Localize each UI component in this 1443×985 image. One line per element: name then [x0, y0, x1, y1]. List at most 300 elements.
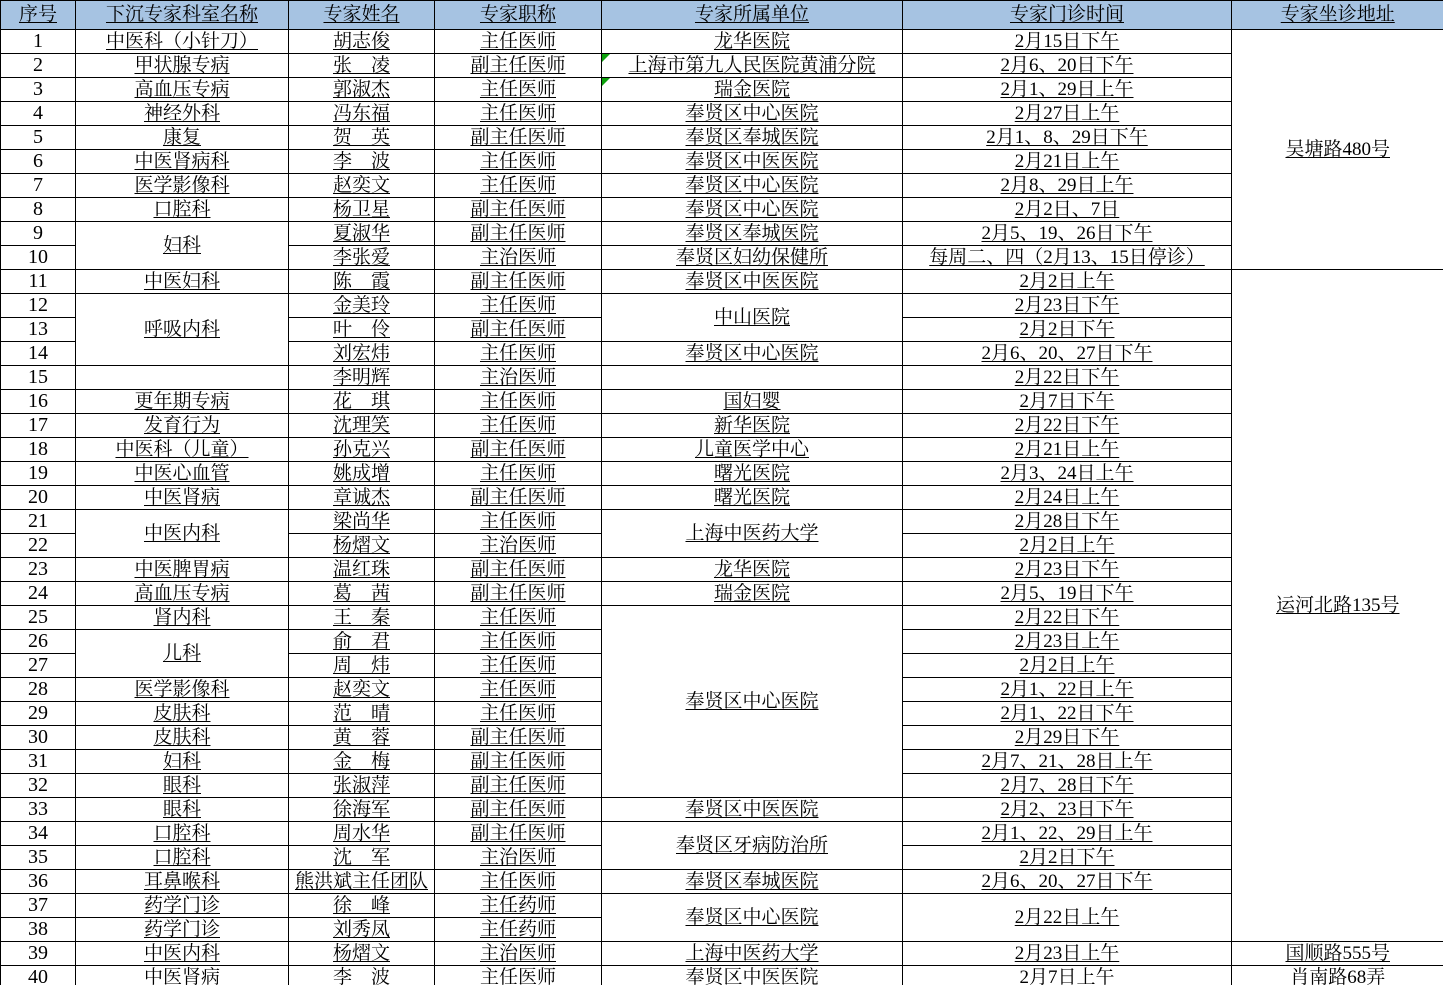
cell-expert-title	[435, 390, 602, 414]
cell-clinic-time	[903, 750, 1232, 774]
cell-department	[76, 702, 289, 726]
cell-clinic-time-text: 2月6、20日下午	[1000, 54, 1134, 76]
cell-department	[76, 390, 289, 414]
cell-clinic-time	[903, 894, 1232, 942]
cell-department	[76, 894, 289, 918]
cell-expert-title-text: 主治医师	[479, 534, 556, 556]
cell-unit	[602, 414, 903, 438]
cell-department	[76, 486, 289, 510]
cell-department-text: 妇科	[162, 750, 201, 772]
cell-expert-title	[435, 198, 602, 222]
table-row	[1, 510, 1443, 534]
cell-expert-name-text: 范 晴	[332, 702, 390, 724]
cell-department-text: 中医科（儿童）	[115, 438, 249, 460]
cell-expert-title	[435, 318, 602, 342]
cell-unit-text: 奉贤区中心医院	[685, 198, 819, 220]
cell-expert-name	[289, 918, 435, 942]
cell-expert-title-text: 主任医师	[479, 174, 556, 196]
cell-department-text: 肾内科	[153, 606, 211, 628]
cell-clinic-time-text: 2月23日上午	[1014, 630, 1120, 652]
cell-unit	[602, 246, 903, 270]
cell-clinic-time	[903, 678, 1232, 702]
cell-row-number: 28	[1, 678, 76, 702]
cell-expert-name-text: 俞 君	[332, 630, 390, 652]
cell-clinic-time-text: 2月1、22日上午	[1000, 678, 1134, 700]
cell-expert-name	[289, 342, 435, 366]
cell-clinic-time-text: 2月1、8、29日下午	[986, 126, 1148, 148]
cell-department-text: 口腔科	[153, 822, 211, 844]
cell-expert-name-text: 李 波	[332, 966, 390, 985]
cell-department	[76, 270, 289, 294]
cell-row-number: 27	[1, 654, 76, 678]
table-row	[1, 822, 1443, 846]
cell-expert-name	[289, 198, 435, 222]
column-header-label: 专家职称	[479, 4, 556, 26]
column-header-2	[289, 1, 435, 30]
cell-expert-title-text: 主任医师	[479, 30, 556, 52]
cell-expert-name-text: 赵奕文	[332, 174, 390, 196]
table-row	[1, 222, 1443, 246]
cell-clinic-time-text: 2月15日下午	[1014, 30, 1120, 52]
cell-unit-text: 奉贤区中心医院	[685, 174, 819, 196]
cell-department-text: 中医内科	[143, 942, 220, 964]
cell-clinic-time-text: 2月1、22日下午	[1000, 702, 1134, 724]
table-row	[1, 198, 1443, 222]
cell-department-text: 高血压专病	[134, 78, 230, 100]
cell-expert-name	[289, 54, 435, 78]
cell-expert-name-text: 章诚杰	[332, 486, 390, 508]
cell-department-text: 眼科	[162, 774, 201, 796]
cell-department-text: 更年期专病	[134, 390, 230, 412]
cell-expert-title-text: 主任医师	[479, 966, 556, 985]
cell-expert-title	[435, 726, 602, 750]
cell-department	[76, 174, 289, 198]
cell-expert-title-text: 主任医师	[479, 342, 556, 364]
cell-unit-text: 奉贤区中心医院	[685, 690, 819, 712]
cell-row-number: 11	[1, 270, 76, 294]
cell-unit	[602, 822, 903, 870]
cell-row-number: 16	[1, 390, 76, 414]
cell-address	[1232, 966, 1443, 985]
cell-department	[76, 510, 289, 558]
cell-expert-name-text: 周水华	[332, 822, 390, 844]
cell-expert-title	[435, 918, 602, 942]
cell-department-text: 口腔科	[153, 198, 211, 220]
cell-expert-title	[435, 606, 602, 630]
cell-expert-name	[289, 438, 435, 462]
cell-clinic-time	[903, 774, 1232, 798]
cell-department-text: 儿科	[162, 642, 201, 664]
cell-expert-name	[289, 390, 435, 414]
table-row	[1, 582, 1443, 606]
cell-expert-title-text: 副主任医师	[470, 198, 566, 220]
cell-expert-name-text: 李张爱	[332, 246, 390, 268]
cell-expert-title	[435, 582, 602, 606]
cell-clinic-time	[903, 342, 1232, 366]
cell-expert-title-text: 副主任医师	[470, 438, 566, 460]
cell-expert-name-text: 温红珠	[332, 558, 390, 580]
table-row	[1, 78, 1443, 102]
cell-expert-title-text: 主治医师	[479, 366, 556, 388]
cell-expert-title-text: 主任医师	[479, 678, 556, 700]
cell-department	[76, 294, 289, 366]
cell-department-text: 中医心血管	[134, 462, 230, 484]
cell-unit	[602, 270, 903, 294]
cell-department-text: 中医内科	[143, 522, 220, 544]
cell-department-text: 甲状腺专病	[134, 54, 230, 76]
cell-expert-name-text: 周 炜	[332, 654, 390, 676]
cell-unit	[602, 222, 903, 246]
cell-expert-title-text: 主任医师	[479, 606, 556, 628]
cell-unit	[602, 486, 903, 510]
cell-row-number: 29	[1, 702, 76, 726]
cell-clinic-time-text: 2月2日下午	[1019, 846, 1115, 868]
cell-expert-name-text: 花 琪	[332, 390, 390, 412]
cell-row-number: 4	[1, 102, 76, 126]
cell-department-text: 药学门诊	[143, 918, 220, 940]
cell-expert-title	[435, 462, 602, 486]
cell-clinic-time-text: 2月2日下午	[1019, 318, 1115, 340]
cell-unit-text: 国妇婴	[723, 390, 781, 412]
cell-row-number: 20	[1, 486, 76, 510]
cell-row-number: 25	[1, 606, 76, 630]
table-row	[1, 462, 1443, 486]
cell-clinic-time-text: 2月28日下午	[1014, 510, 1120, 532]
cell-expert-name-text: 杨熠文	[332, 534, 390, 556]
table-row	[1, 606, 1443, 630]
cell-expert-title-text: 主任医师	[479, 78, 556, 100]
cell-expert-name	[289, 870, 435, 894]
cell-unit-text: 上海中医药大学	[685, 942, 819, 964]
cell-expert-title-text: 主任药师	[479, 918, 556, 940]
cell-clinic-time	[903, 174, 1232, 198]
column-header-label: 序号	[18, 4, 57, 26]
cell-department	[76, 438, 289, 462]
cell-unit	[602, 366, 903, 390]
cell-clinic-time-text: 2月5、19、26日下午	[981, 222, 1153, 244]
cell-expert-title	[435, 486, 602, 510]
cell-expert-name-text: 孙克兴	[332, 438, 390, 460]
cell-department-text: 中医科（小针刀）	[105, 30, 258, 52]
cell-department	[76, 462, 289, 486]
cell-expert-title-text: 主任医师	[479, 102, 556, 124]
cell-row-number: 35	[1, 846, 76, 870]
cell-expert-name-text: 陈 霞	[332, 270, 390, 292]
cell-expert-title-text: 主任医师	[479, 870, 556, 892]
cell-row-number: 3	[1, 78, 76, 102]
cell-expert-title-text: 主任医师	[479, 462, 556, 484]
cell-clinic-time	[903, 942, 1232, 966]
cell-expert-name-text: 夏淑华	[332, 222, 390, 244]
cell-expert-name	[289, 582, 435, 606]
cell-unit-text: 奉贤区奉城医院	[685, 126, 819, 148]
cell-unit	[602, 870, 903, 894]
cell-expert-name-text: 刘宏炜	[332, 342, 390, 364]
cell-expert-title	[435, 846, 602, 870]
cell-clinic-time-text: 2月2日上午	[1019, 270, 1115, 292]
cell-row-number: 13	[1, 318, 76, 342]
cell-department-text: 医学影像科	[134, 174, 230, 196]
table-row	[1, 966, 1443, 985]
cell-expert-name-text: 李 波	[332, 150, 390, 172]
cell-unit-text: 龙华医院	[713, 558, 790, 580]
cell-expert-title	[435, 702, 602, 726]
cell-expert-name	[289, 798, 435, 822]
cell-expert-title	[435, 630, 602, 654]
cell-clinic-time	[903, 438, 1232, 462]
cell-department-text: 康复	[162, 126, 201, 148]
cell-row-number: 34	[1, 822, 76, 846]
cell-clinic-time-text: 每周二、四（2月13、15日停诊）	[929, 246, 1205, 268]
cell-expert-title-text: 副主任医师	[470, 726, 566, 748]
cell-address-text: 运河北路135号	[1275, 594, 1400, 616]
cell-row-number: 14	[1, 342, 76, 366]
column-header-3	[435, 1, 602, 30]
cell-expert-title-text: 副主任医师	[470, 558, 566, 580]
cell-department	[76, 366, 289, 390]
table-row	[1, 102, 1443, 126]
cell-expert-title-text: 主任医师	[479, 294, 556, 316]
cell-expert-title-text: 副主任医师	[470, 222, 566, 244]
cell-expert-name	[289, 174, 435, 198]
cell-expert-name-text: 冯东福	[332, 102, 390, 124]
cell-clinic-time-text: 2月6、20、27日下午	[981, 342, 1153, 364]
cell-row-number: 36	[1, 870, 76, 894]
cell-department	[76, 774, 289, 798]
cell-unit	[602, 558, 903, 582]
cell-expert-name-text: 沈理笑	[332, 414, 390, 436]
cell-expert-title	[435, 894, 602, 918]
cell-expert-name-text: 张淑萍	[332, 774, 390, 796]
column-header-6	[1232, 1, 1443, 30]
cell-expert-name	[289, 558, 435, 582]
cell-department-text: 中医肾病	[143, 966, 220, 985]
column-header-4	[602, 1, 903, 30]
cell-department	[76, 150, 289, 174]
cell-expert-title	[435, 414, 602, 438]
cell-unit	[602, 798, 903, 822]
cell-clinic-time-text: 2月22日下午	[1014, 366, 1120, 388]
cell-row-number: 5	[1, 126, 76, 150]
cell-expert-title	[435, 750, 602, 774]
cell-row-number: 2	[1, 54, 76, 78]
cell-row-number: 9	[1, 222, 76, 246]
cell-expert-name-text: 李明辉	[332, 366, 390, 388]
cell-expert-title	[435, 222, 602, 246]
cell-expert-title-text: 主任医师	[479, 630, 556, 652]
cell-expert-name	[289, 894, 435, 918]
cell-row-number: 17	[1, 414, 76, 438]
cell-clinic-time	[903, 846, 1232, 870]
cell-unit-text: 奉贤区牙病防治所	[675, 834, 828, 856]
cell-clinic-time-text: 2月2、23日下午	[1000, 798, 1134, 820]
table-row	[1, 414, 1443, 438]
cell-unit-text: 新华医院	[713, 414, 790, 436]
column-header-label: 专家坐诊地址	[1280, 4, 1395, 26]
column-header-label: 专家姓名	[323, 4, 400, 26]
cell-department	[76, 414, 289, 438]
cell-expert-name-text: 赵奕文	[332, 678, 390, 700]
table-row	[1, 942, 1443, 966]
cell-department	[76, 726, 289, 750]
cell-expert-name	[289, 510, 435, 534]
cell-expert-title-text: 副主任医师	[470, 486, 566, 508]
cell-expert-title	[435, 102, 602, 126]
cell-clinic-time	[903, 702, 1232, 726]
cell-department-text: 眼科	[162, 798, 201, 820]
cell-clinic-time	[903, 822, 1232, 846]
cell-row-number: 18	[1, 438, 76, 462]
cell-expert-name	[289, 102, 435, 126]
cell-department-text: 呼吸内科	[143, 318, 220, 340]
cell-expert-title	[435, 294, 602, 318]
cell-expert-title	[435, 942, 602, 966]
cell-clinic-time-text: 2月29日下午	[1014, 726, 1120, 748]
cell-expert-name	[289, 774, 435, 798]
cell-expert-title	[435, 150, 602, 174]
cell-unit	[602, 126, 903, 150]
cell-clinic-time-text: 2月8、29日上午	[1000, 174, 1134, 196]
cell-clinic-time	[903, 246, 1232, 270]
cell-expert-title	[435, 78, 602, 102]
cell-row-number: 6	[1, 150, 76, 174]
cell-unit-text: 奉贤区中心医院	[685, 906, 819, 928]
cell-unit	[602, 294, 903, 342]
cell-expert-name-text: 王 秦	[332, 606, 390, 628]
cell-expert-title-text: 副主任医师	[470, 822, 566, 844]
cell-clinic-time-text: 2月24日上午	[1014, 486, 1120, 508]
cell-clinic-time-text: 2月22日下午	[1014, 414, 1120, 436]
cell-department	[76, 102, 289, 126]
cell-expert-name-text: 徐 峰	[332, 894, 390, 916]
cell-department	[76, 918, 289, 942]
table-row	[1, 894, 1443, 918]
cell-expert-name-text: 刘秀凤	[332, 918, 390, 940]
cell-clinic-time-text: 2月7、28日下午	[1000, 774, 1134, 796]
cell-department	[76, 822, 289, 846]
cell-clinic-time	[903, 414, 1232, 438]
cell-clinic-time-text: 2月27日上午	[1014, 102, 1120, 124]
cell-unit	[602, 102, 903, 126]
cell-department	[76, 30, 289, 54]
cell-unit	[602, 894, 903, 942]
cell-unit-text: 龙华医院	[713, 30, 790, 52]
table-row	[1, 294, 1443, 318]
cell-department-text: 皮肤科	[153, 726, 211, 748]
cell-department-text: 皮肤科	[153, 702, 211, 724]
cell-expert-title-text: 主治医师	[479, 246, 556, 268]
cell-unit-text: 奉贤区奉城医院	[685, 870, 819, 892]
cell-clinic-time	[903, 966, 1232, 985]
cell-department	[76, 942, 289, 966]
cell-row-number: 30	[1, 726, 76, 750]
cell-department-text: 高血压专病	[134, 582, 230, 604]
cell-address-text: 肖南路68弄	[1290, 966, 1386, 985]
cell-expert-title-text: 副主任医师	[470, 798, 566, 820]
cell-unit-text: 儿童医学中心	[694, 438, 809, 460]
cell-expert-title	[435, 366, 602, 390]
cell-expert-title-text: 副主任医师	[470, 318, 566, 340]
cell-row-number: 37	[1, 894, 76, 918]
cell-row-number: 23	[1, 558, 76, 582]
cell-expert-title-text: 主任医师	[479, 654, 556, 676]
cell-clinic-time-text: 2月1、22、29日上午	[981, 822, 1153, 844]
cell-clinic-time	[903, 270, 1232, 294]
cell-unit	[602, 30, 903, 54]
cell-unit-text: 奉贤区中医医院	[685, 966, 819, 985]
cell-clinic-time-text: 2月5、19日下午	[1000, 582, 1134, 604]
cell-row-number: 24	[1, 582, 76, 606]
table-row	[1, 798, 1443, 822]
cell-clinic-time-text: 2月7日上午	[1019, 966, 1115, 985]
cell-expert-title-text: 主任药师	[479, 894, 556, 916]
cell-expert-title	[435, 342, 602, 366]
cell-department	[76, 582, 289, 606]
column-header-label: 下沉专家科室名称	[105, 4, 258, 26]
cell-expert-name-text: 郭淑杰	[332, 78, 390, 100]
cell-department	[76, 126, 289, 150]
cell-clinic-time	[903, 126, 1232, 150]
cell-unit-text: 瑞金医院	[713, 582, 790, 604]
cell-unit-text: 奉贤区中医医院	[685, 270, 819, 292]
cell-expert-name-text: 张 凌	[332, 54, 390, 76]
cell-expert-name-text: 徐海军	[332, 798, 390, 820]
cell-address	[1232, 942, 1443, 966]
cell-unit	[602, 966, 903, 985]
cell-expert-name	[289, 414, 435, 438]
table-row	[1, 486, 1443, 510]
cell-expert-title	[435, 126, 602, 150]
cell-unit-text: 奉贤区中心医院	[685, 342, 819, 364]
cell-clinic-time	[903, 222, 1232, 246]
cell-expert-title-text: 主治医师	[479, 942, 556, 964]
cell-expert-name	[289, 486, 435, 510]
cell-expert-name	[289, 78, 435, 102]
column-header-1	[76, 1, 289, 30]
cell-expert-title-text: 主任医师	[479, 510, 556, 532]
cell-expert-name	[289, 366, 435, 390]
cell-row-number: 40	[1, 966, 76, 985]
cell-clinic-time	[903, 870, 1232, 894]
cell-department-text: 发育行为	[143, 414, 220, 436]
cell-clinic-time-text: 2月7日下午	[1019, 390, 1115, 412]
cell-unit	[602, 510, 903, 558]
cell-department	[76, 630, 289, 678]
cell-clinic-time	[903, 726, 1232, 750]
cell-expert-title	[435, 654, 602, 678]
cell-clinic-time-text: 2月21日上午	[1014, 438, 1120, 460]
cell-department	[76, 678, 289, 702]
cell-unit	[602, 462, 903, 486]
cell-address	[1232, 30, 1443, 270]
cell-row-number: 1	[1, 30, 76, 54]
cell-unit-text: 曙光医院	[713, 462, 790, 484]
cell-unit	[602, 54, 903, 78]
cell-unit	[602, 150, 903, 174]
cell-department	[76, 966, 289, 985]
cell-expert-name	[289, 606, 435, 630]
cell-expert-name	[289, 966, 435, 985]
cell-expert-name	[289, 294, 435, 318]
cell-row-number: 7	[1, 174, 76, 198]
cell-expert-name-text: 胡志俊	[332, 30, 390, 52]
column-header-label: 专家门诊时间	[1009, 4, 1124, 26]
cell-unit-text: 曙光医院	[713, 486, 790, 508]
table-row	[1, 438, 1443, 462]
cell-department	[76, 870, 289, 894]
cell-expert-title-text: 主任医师	[479, 150, 556, 172]
cell-unit	[602, 606, 903, 798]
